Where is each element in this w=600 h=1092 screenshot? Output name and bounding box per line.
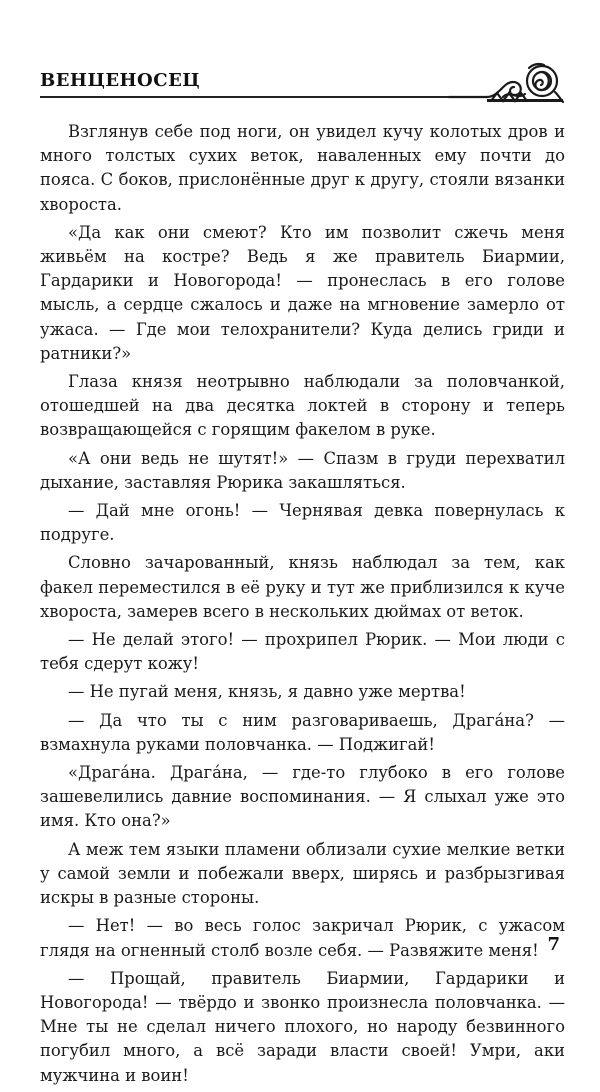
paragraph: — Не делай этого! — прохрипел Рюрик. — Мои люди с тебя сдерут кожу! bbox=[40, 630, 565, 674]
paragraph: — Не пугай меня, князь, я давно уже мертва! bbox=[68, 682, 466, 702]
paragraph: «Драга́на. Драга́на, — где-то глубоко в его голове зашевелились давние воспоминания. — Я слыхал уже это имя. Кто она?» bbox=[40, 763, 565, 831]
page-number: 7 bbox=[547, 934, 560, 955]
paragraph: Взглянув себе под ноги, он увидел кучу колотых дров и много толстых сухих веток, наваленных ему почти до пояса. С боков, прислонённые друг к другу, стояли вязанки хвороста. bbox=[40, 122, 565, 214]
page-header bbox=[40, 62, 565, 106]
paragraph: — Прощай, правитель Биармии, Гардарики и Новогорода! — твёрдо и звонко произнесла половчанка. — Мне ты не сделал ничего плохого, но народу безвинного погубил много, а всё заради власти своей! Умри, аки мужчина и воин! bbox=[40, 968, 565, 1085]
celtic-knot-ornament-icon bbox=[447, 62, 565, 104]
paragraph: «Да как они смеют? Кто им позволит сжечь меня живьём на костре? Ведь я же правитель Биармии, Гардарики и Новогорода! — пронеслась в его голове мысль, а сердце сжалось и даже на мгновение замерло от ужаса. — Где мои телохранители? Куда делись гриди и ратники?» bbox=[40, 222, 565, 363]
header-rule bbox=[40, 96, 458, 98]
body-text bbox=[40, 120, 565, 1092]
paragraph: А меж тем языки пламени облизали сухие мелкие ветки у самой земли и побежали вверх, ширясь и разбрызгивая искры в разные стороны. bbox=[40, 839, 565, 908]
paragraph: — Да что ты с ним разговариваешь, Драга́на? — взмахнула руками половчанка. — Поджигай! bbox=[40, 710, 565, 754]
paragraph: «А они ведь не шутят!» — Спазм в груди перехватил дыхание, заставляя Рюрика закашляться. bbox=[40, 448, 565, 492]
paragraph: Словно зачарованный, князь наблюдал за тем, как факел переместился в её руку и тут же приблизился к куче хвороста, замерев всего в нескольких дюймах от веток. bbox=[40, 553, 565, 621]
paragraph: — Дай мне огонь! — Чернявая девка повернулась к подруге. bbox=[40, 501, 565, 545]
running-title: ВЕНЦЕНОСЕЦ bbox=[40, 70, 201, 91]
paragraph: — Нет! — во весь голос закричал Рюрик, с ужасом глядя на огненный столб возле себя. — Развяжите меня! bbox=[40, 916, 565, 960]
paragraph: Глаза князя неотрывно наблюдали за половчанкой, отошедшей на два десятка локтей в сторону и теперь возвращающейся с горящим факелом в руке. bbox=[40, 372, 565, 440]
